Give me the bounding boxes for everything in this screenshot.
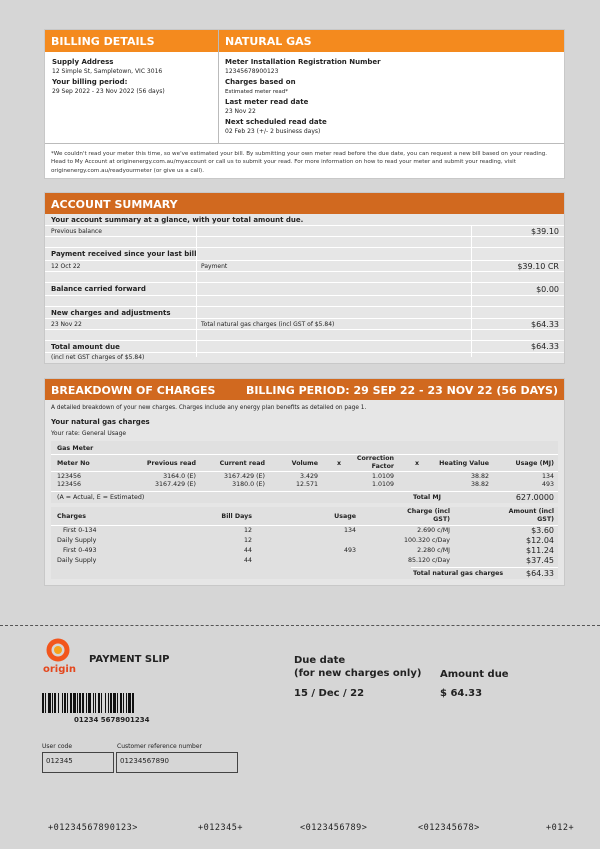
charge-row-3-usage: 493 bbox=[343, 547, 356, 554]
total-gas-charges-label: Total natural gas charges bbox=[413, 570, 504, 577]
due-date-label-line-2: (for new charges only) bbox=[294, 668, 422, 679]
billing-details-title: BILLING DETAILS bbox=[51, 35, 155, 48]
new-charges-value: $64.33 bbox=[531, 320, 559, 329]
charge-row-3-name: First 0-493 bbox=[63, 547, 97, 554]
barcode-bar bbox=[126, 693, 127, 713]
total-due-value: $64.33 bbox=[531, 342, 559, 351]
previous-balance-value: $39.10 bbox=[531, 227, 559, 236]
charge-row-2-amount: $12.04 bbox=[526, 536, 554, 545]
payment-slip-title: PAYMENT SLIP bbox=[89, 654, 170, 665]
meter-header-meterno: Meter No bbox=[57, 460, 90, 467]
barcode-bar bbox=[86, 693, 87, 713]
total-gas-charges-value: $64.33 bbox=[526, 569, 554, 578]
micr-5: +012+ bbox=[546, 823, 575, 833]
meter-header-x2: x bbox=[415, 460, 420, 467]
barcode-bar bbox=[110, 693, 112, 713]
account-summary-title: ACCOUNT SUMMARY bbox=[45, 193, 564, 214]
amount-due-value: $ 64.33 bbox=[440, 688, 483, 699]
supply-address-value: 12 Simple St, Sampletown, VIC 3016 bbox=[52, 68, 163, 75]
meter-header-x1: x bbox=[337, 460, 342, 467]
payment-date: 12 Oct 22 bbox=[51, 263, 81, 270]
meter-row-1-current: 3167.429 (E) bbox=[224, 473, 265, 480]
last-read-value: 23 Nov 22 bbox=[225, 108, 256, 115]
billing-period-banner: BILLING PERIOD: 29 SEP 22 - 23 NOV 22 (56 DAYS) bbox=[245, 384, 558, 397]
charge-row-2-days: 12 bbox=[243, 537, 252, 544]
meter-row-2-prev: 3167.429 (E) bbox=[155, 481, 196, 488]
charge-row-4-rate: 85.120 c/Day bbox=[407, 557, 450, 564]
micr-2: +012345+ bbox=[198, 823, 243, 833]
supply-address-label: Supply Address bbox=[52, 58, 114, 66]
balance-carried-label: Balance carried forward bbox=[51, 285, 146, 293]
charges-header-charges: Charges bbox=[57, 513, 86, 520]
barcode-bar bbox=[64, 693, 66, 713]
total-mj-label: Total MJ bbox=[413, 494, 442, 501]
breakdown-card bbox=[44, 378, 565, 586]
barcode-bar bbox=[93, 693, 94, 713]
micr-4: <012345678> bbox=[418, 823, 480, 833]
tear-line bbox=[0, 625, 600, 626]
mirn-label: Meter Installation Registration Number bbox=[225, 58, 381, 66]
meter-row-1-no: 123456 bbox=[57, 473, 82, 480]
charge-row-1-usage: 134 bbox=[343, 527, 356, 534]
charges-header-amount: Amount (incl GST) bbox=[508, 508, 554, 523]
next-read-value: 02 Feb 23 (+/- 2 business days) bbox=[225, 128, 321, 135]
barcode-bar bbox=[58, 693, 59, 713]
meter-row-1-usage: 134 bbox=[541, 473, 554, 480]
rate-label: Your rate: General Usage bbox=[51, 430, 127, 437]
barcode-bar bbox=[62, 693, 63, 713]
meter-header-heating: Heating Value bbox=[439, 460, 489, 467]
meter-header-current: Current read bbox=[219, 460, 265, 467]
meter-header-volume: Volume bbox=[291, 460, 318, 467]
charge-row-2-rate: 100.320 c/Day bbox=[403, 537, 450, 544]
account-summary-card bbox=[44, 192, 565, 364]
billing-details-card bbox=[44, 29, 565, 179]
charges-table bbox=[51, 507, 558, 579]
charge-row-3-days: 44 bbox=[243, 547, 252, 554]
balance-carried-value: $0.00 bbox=[536, 285, 559, 294]
due-date-label-line-1: Due date bbox=[294, 655, 346, 666]
meter-row-1-volume: 3.429 bbox=[299, 473, 318, 480]
charge-row-4-amount: $37.45 bbox=[526, 556, 554, 565]
gas-charges-title: Your natural gas charges bbox=[51, 418, 150, 426]
meter-row-2-current: 3180.0 (E) bbox=[232, 481, 265, 488]
charges-based-value: Estimated meter read* bbox=[225, 89, 288, 95]
customer-ref-box bbox=[116, 752, 238, 773]
new-charges-label: New charges and adjustments bbox=[51, 309, 171, 317]
charge-row-1-amount: $3.60 bbox=[531, 526, 554, 535]
barcode-bar bbox=[123, 693, 124, 713]
new-charges-date: 23 Nov 22 bbox=[51, 321, 82, 328]
billing-period-label: Your billing period: bbox=[52, 78, 128, 86]
due-date-label bbox=[294, 654, 421, 680]
meter-header-prev: Previous read bbox=[146, 460, 196, 467]
barcode-bar bbox=[105, 693, 106, 713]
barcode-bar bbox=[54, 693, 56, 713]
barcode-bar bbox=[73, 693, 76, 713]
meter-row-2-volume: 12.571 bbox=[295, 481, 318, 488]
meter-row-1-prev: 3164.0 (E) bbox=[163, 473, 196, 480]
mirn-value: 12345678900123 bbox=[225, 68, 279, 75]
last-read-label: Last meter read date bbox=[225, 98, 309, 106]
billing-period-value: 29 Sep 2022 - 23 Nov 2022 (56 days) bbox=[52, 88, 165, 95]
charges-header-days: Bill Days bbox=[221, 513, 252, 520]
origin-logo-text: origin bbox=[43, 664, 76, 675]
barcode-bar bbox=[95, 693, 96, 713]
barcode-number: 01234 5678901234 bbox=[74, 716, 150, 724]
charge-row-4-days: 44 bbox=[243, 557, 252, 564]
barcode-bar bbox=[48, 693, 51, 713]
charge-row-2-name: Daily Supply bbox=[57, 537, 97, 544]
barcode-bar bbox=[70, 693, 72, 713]
charges-header-usage: Usage bbox=[334, 513, 356, 520]
meter-row-1-heating: 38.82 bbox=[470, 473, 489, 480]
total-mj-value: 627.0000 bbox=[515, 493, 554, 502]
meter-row-2-usage: 493 bbox=[541, 481, 554, 488]
customer-ref-value: 01234567890 bbox=[120, 757, 169, 765]
payment-desc: Payment bbox=[201, 263, 228, 270]
meter-row-2-correction: 1.0109 bbox=[371, 481, 394, 488]
origin-logo bbox=[42, 638, 74, 678]
barcode-bar bbox=[52, 693, 53, 713]
amount-due-label: Amount due bbox=[440, 669, 509, 680]
barcode-bar bbox=[98, 693, 100, 713]
charge-row-1-rate: 2.690 c/MJ bbox=[417, 527, 450, 534]
user-code-label: User code bbox=[42, 743, 73, 750]
charge-row-1-name: First 0-134 bbox=[63, 527, 97, 534]
natural-gas-title: NATURAL GAS bbox=[225, 35, 312, 48]
barcode-bar bbox=[128, 693, 131, 713]
meter-row-2-no: 123456 bbox=[57, 481, 82, 488]
account-intro: Your account summary at a glance, with your total amount due. bbox=[51, 216, 304, 224]
barcode-bar bbox=[82, 693, 84, 713]
customer-ref-label: Customer reference number bbox=[117, 743, 203, 750]
due-date-value: 15 / Dec / 22 bbox=[294, 688, 365, 699]
meter-header-correction: Correction Factor bbox=[356, 455, 394, 470]
billing-details-header bbox=[45, 30, 564, 52]
barcode-bar bbox=[117, 693, 118, 713]
previous-balance-label: Previous balance bbox=[51, 228, 102, 235]
barcode-bar bbox=[120, 693, 122, 713]
breakdown-title: BREAKDOWN OF CHARGES bbox=[51, 384, 216, 397]
meter-header-usage: Usage (MJ) bbox=[515, 460, 554, 467]
charge-row-1-days: 12 bbox=[243, 527, 252, 534]
micr-1: +01234567890123> bbox=[48, 823, 138, 833]
total-due-label: Total amount due bbox=[51, 343, 120, 351]
total-due-note: (incl net GST charges of $5.84) bbox=[51, 354, 145, 361]
barcode-bar bbox=[77, 693, 78, 713]
meter-row-2-heating: 38.82 bbox=[470, 481, 489, 488]
barcode-bar bbox=[101, 693, 102, 713]
breakdown-intro: A detailed breakdown of your new charges. Charges include any energy plan benefits as detailed on page 1. bbox=[51, 405, 367, 411]
barcode-bar bbox=[45, 693, 46, 713]
charge-row-3-amount: $11.24 bbox=[526, 546, 554, 555]
gas-meter-title: Gas Meter bbox=[57, 445, 94, 452]
barcode-bar bbox=[132, 693, 134, 713]
user-code-box bbox=[42, 752, 114, 773]
payment-received-label: Payment received since your last bill bbox=[51, 250, 197, 258]
charges-based-label: Charges based on bbox=[225, 78, 296, 86]
barcode-bar bbox=[67, 693, 68, 713]
charge-row-3-rate: 2.280 c/MJ bbox=[417, 547, 450, 554]
charges-header-charge: Charge (incl GST) bbox=[407, 508, 450, 523]
user-code-value: 012345 bbox=[46, 757, 73, 765]
barcode-bar bbox=[79, 693, 81, 713]
barcode-bar bbox=[113, 693, 116, 713]
meter-legend: (A = Actual, E = Estimated) bbox=[57, 494, 145, 501]
barcode bbox=[42, 693, 170, 713]
micr-3: <0123456789> bbox=[300, 823, 368, 833]
barcode-bar bbox=[88, 693, 91, 713]
next-read-label: Next scheduled read date bbox=[225, 118, 327, 126]
estimate-note: *We couldn't read your meter this time, so we've estimated your bill. By submitting your own meter read before the due date, you can request a new bill based on your reading. Head to My Account at originenergy.com.au/myaccount or call us to submit your read. For more information on how to read your meter and submit your reading, visit originenergy.com.au/readyourmeter (or give us a call). bbox=[51, 151, 548, 174]
new-charges-desc: Total natural gas charges (incl GST of $5.84) bbox=[201, 321, 335, 328]
meter-row-1-correction: 1.0109 bbox=[371, 473, 394, 480]
barcode-bar bbox=[42, 693, 44, 713]
barcode-bar bbox=[108, 693, 109, 713]
gas-meter-table bbox=[51, 441, 558, 503]
charge-row-4-name: Daily Supply bbox=[57, 557, 97, 564]
payment-value: $39.10 CR bbox=[517, 262, 559, 271]
